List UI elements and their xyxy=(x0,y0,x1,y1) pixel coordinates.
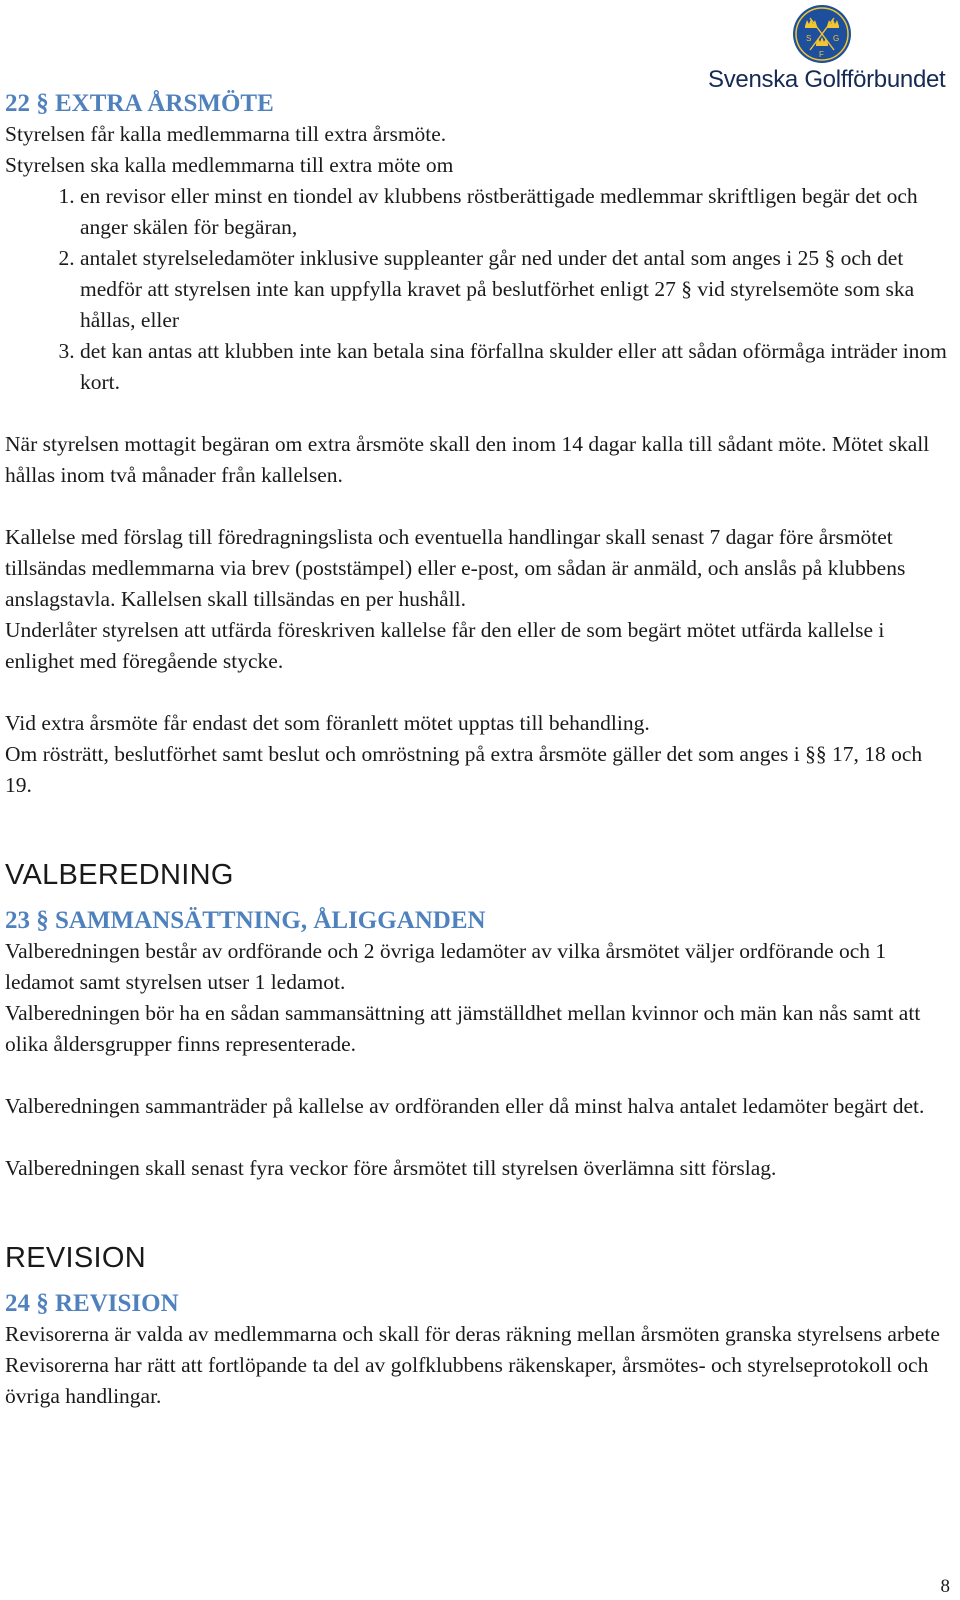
section-23-paragraph: Valberedningen består av ordförande och 2 övriga ledamöter av vilka årsmötet väljer ordförande och 1 ledamot samt styrelsen utser 1 ledamot. xyxy=(5,939,887,994)
section-23-paragraph: Valberedningen sammanträder på kallelse av ordföranden eller då minst halva antalet ledamöter begärt det. xyxy=(5,1094,925,1118)
section-22-paragraph: Vid extra årsmöte får endast det som föranlett mötet upptas till behandling. xyxy=(5,711,650,735)
section-22-paragraph: När styrelsen mottagit begäran om extra årsmöte skall den inom 14 dagar kalla till sådant möte. Mötet skall hållas inom två månader från kallelsen. xyxy=(5,432,930,487)
section-22-heading: 22 § EXTRA ÅRSMÖTE xyxy=(5,90,274,117)
section-22-paragraph: Kallelse med förslag till föredragningslista och eventuella handlingar skall senast 7 dagar före årsmötet tillsändas medlemmarna via brev (poststämpel) eller e-post, om sådan är anmäld, och anslås på klubbens anslagstavla. Kallelsen skall tillsändas en per hushåll. xyxy=(5,525,906,611)
list-item: 2. antalet styrelseledamöter inklusive suppleanter går ned under det antal som anges i 25 § och det medför att styrelsen inte kan uppfylla kravet på beslutförhet enligt 27 § vid styrelsemöte som ska hållas, eller xyxy=(80,243,950,336)
section-24-paragraph: Revisorerna har rätt att fortlöpande ta del av golfklubbens räkenskaper, årsmötes- och styrelseprotokoll och övriga handlingar. xyxy=(5,1353,929,1408)
list-item: 1. en revisor eller minst en tiondel av klubbens röstberättigade medlemmar skriftligen begär det och anger skälen för begäran, xyxy=(80,181,950,243)
section-23-paragraph: Valberedningen bör ha en sådan sammansättning att jämställdhet mellan kvinnor och män kan nås samt att olika åldersgrupper finns representerade. xyxy=(5,1001,921,1056)
page-number: 8 xyxy=(940,1576,950,1597)
section-24-heading: 24 § REVISION xyxy=(5,1290,179,1317)
emblem-letter-g: G xyxy=(833,34,840,43)
list-item: 3. det kan antas att klubben inte kan betala sina förfallna skulder eller att sådan oförmåga inträder inom kort. xyxy=(80,336,950,398)
document-body xyxy=(5,88,950,1412)
section-23-paragraph: Valberedningen skall senast fyra veckor före årsmötet till styrelsen överlämna sitt förslag. xyxy=(5,1156,777,1180)
logo-wordmark: Svenska Golfförbundet xyxy=(708,66,946,93)
emblem-letter-f: F xyxy=(819,50,824,59)
extra-meeting-conditions-list xyxy=(5,181,950,398)
federation-logo xyxy=(708,4,946,94)
section-23-heading: 23 § SAMMANSÄTTNING, ÅLIGGANDEN xyxy=(5,907,486,934)
crown-emblem-icon xyxy=(792,4,852,64)
emblem-letter-s: S xyxy=(806,34,812,43)
section-24-paragraph: Revisorerna är valda av medlemmarna och skall för deras räkning mellan årsmöten granska styrelsens arbete xyxy=(5,1322,940,1346)
section-22-paragraph: Styrelsen ska kalla medlemmarna till extra möte om xyxy=(5,153,454,177)
chapter-heading-revision: REVISION xyxy=(5,1242,146,1274)
section-22-paragraph: Styrelsen får kalla medlemmarna till extra årsmöte. xyxy=(5,122,447,146)
section-22-paragraph: Om rösträtt, beslutförhet samt beslut och omröstning på extra årsmöte gäller det som anges i §§ 17, 18 och 19. xyxy=(5,742,923,797)
section-22-paragraph: Underlåter styrelsen att utfärda föreskriven kallelse får den eller de som begärt mötet utfärda kallelse i enlighet med föregående stycke. xyxy=(5,618,885,673)
chapter-heading-valberedning: VALBEREDNING xyxy=(5,859,234,891)
